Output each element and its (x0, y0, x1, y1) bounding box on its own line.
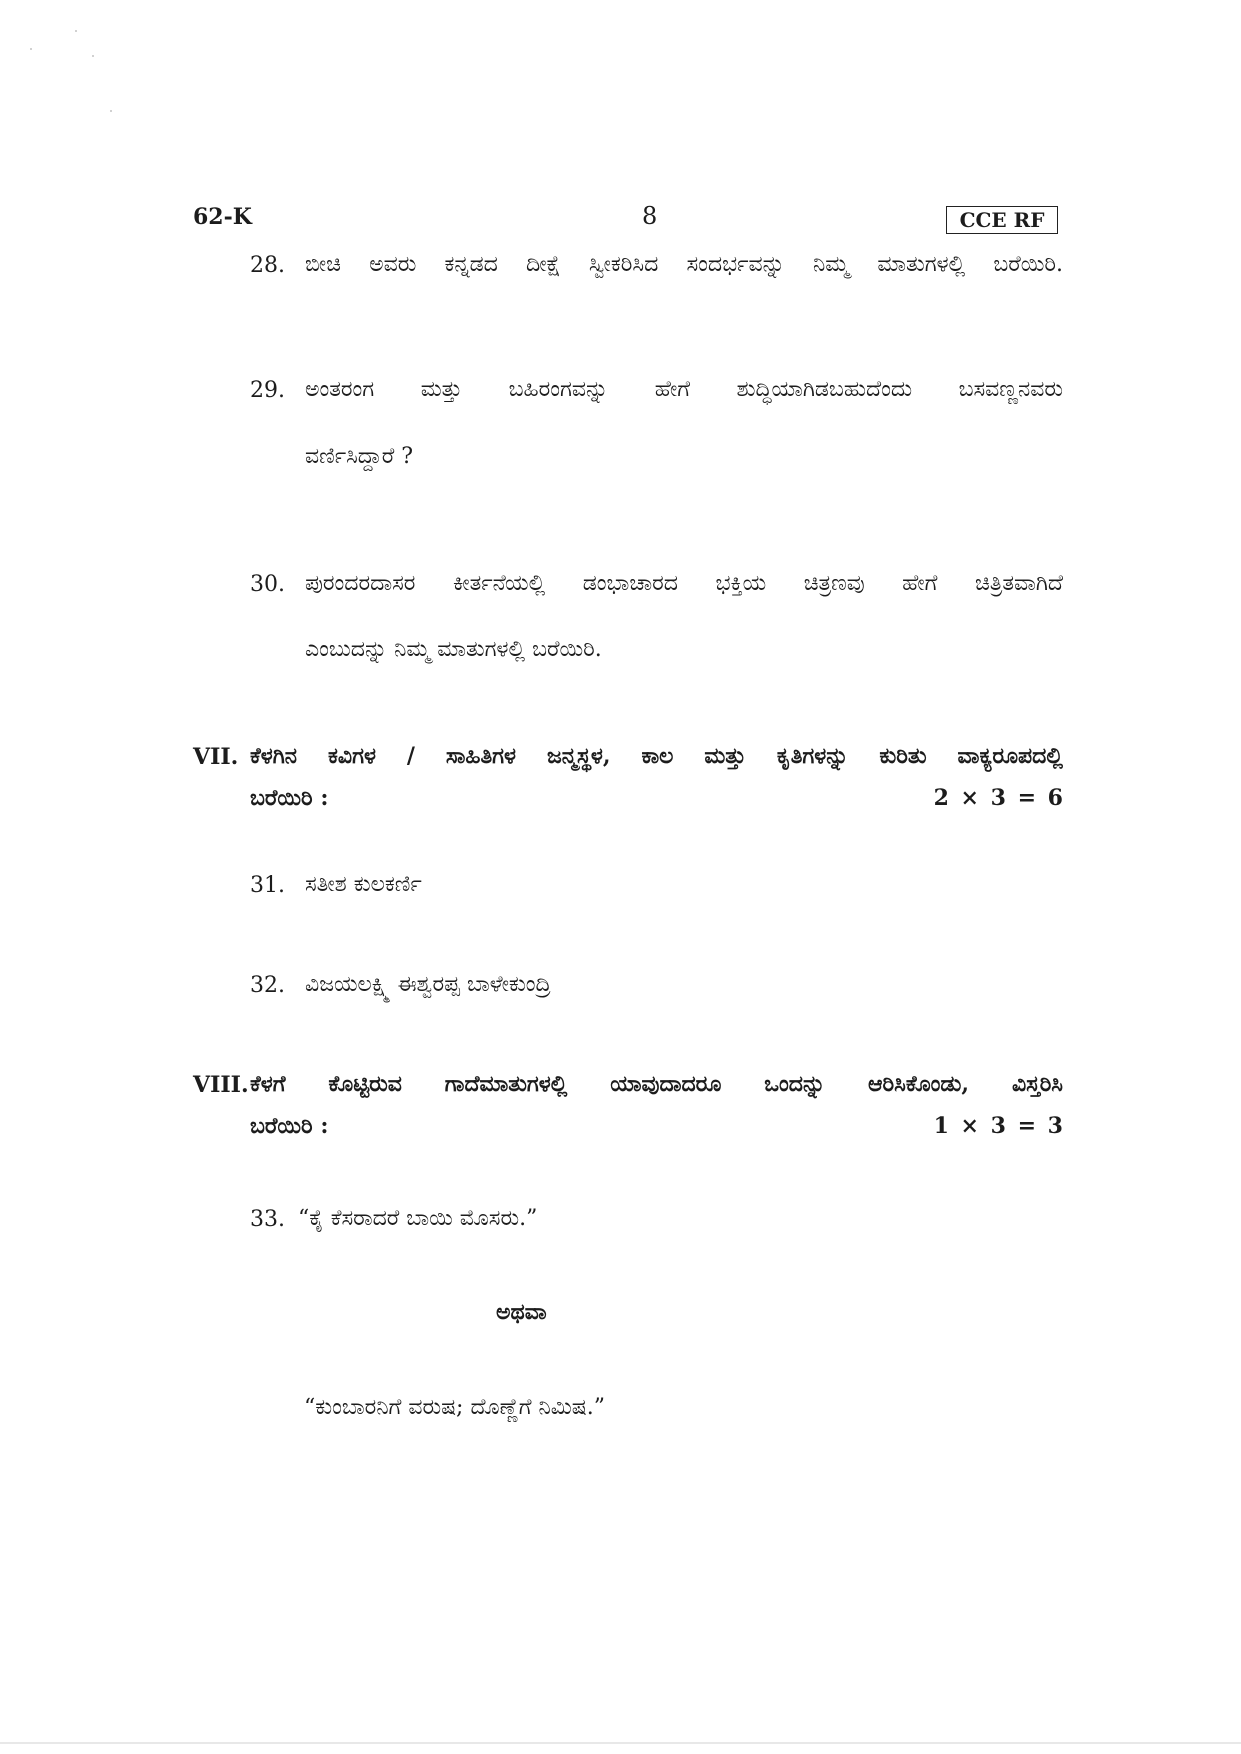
question-text-continued: ಎಂಬುದನ್ನು ನಿಮ್ಮ ಮಾತುಗಳಲ್ಲಿ ಬರೆಯಿರಿ. (305, 637, 602, 662)
section-instruction: ಕೆಳಗಿನ ಕವಿಗಳ / ಸಾಹಿತಿಗಳ ಜನ್ಮಸ್ಥಳ, ಕಾಲ ಮತ್ತು ಕೃತಿಗಳನ್ನು ಕುರಿತು ವಾಕ್ಯರೂಪದಲ್ಲಿ (250, 743, 1063, 769)
scan-bottom-edge (0, 1742, 1241, 1744)
question-text: ಬೀಚಿ ಅವರು ಕನ್ನಡದ ದೀಕ್ಷೆ ಸ್ವೀಕರಿಸಿದ ಸಂದರ್ಭವನ್ನು ನಿಮ್ಮ ಮಾತುಗಳಲ್ಲಿ ಬರೆಯಿರಿ. (305, 252, 1063, 277)
scan-speck (75, 30, 77, 32)
proverb-alternative-text: “ಕುಂಬಾರನಿಗೆ ವರುಷ; ದೊಣ್ಣೆಗೆ ನಿಮಿಷ.” (304, 1395, 605, 1420)
question-text: ಅಂತರಂಗ ಮತ್ತು ಬಹಿರಂಗವನ್ನು ಹೇಗೆ ಶುದ್ಧಿಯಾಗಿಡಬಹುದೆಂದು ಬಸವಣ್ಣನವರು (305, 377, 1063, 402)
section-number: VIII. (193, 1072, 249, 1098)
question-text: ವಿಜಯಲಕ್ಷ್ಮಿ ಈಶ್ವರಪ್ಪ ಬಾಳೇಕುಂದ್ರಿ (305, 972, 551, 997)
proverb-text: “ಕೈ ಕೆಸರಾದರೆ ಬಾಯಿ ಮೊಸರು.” (298, 1206, 538, 1231)
question-number: 32. (250, 973, 285, 998)
section-instruction-continued: ಬರೆಯಿರಿ : (250, 1113, 329, 1139)
scan-speck (92, 55, 94, 57)
section-marks: 1 × 3 = 3 (933, 1113, 1065, 1139)
section-number: VII. (193, 744, 239, 770)
question-text: ಸತೀಶ ಕುಲಕರ್ಣಿ (305, 872, 422, 897)
question-number: 28. (250, 253, 285, 278)
scan-speck (30, 48, 32, 50)
section-instruction: ಕೆಳಗೆ ಕೊಟ್ಟಿರುವ ಗಾದೆಮಾತುಗಳಲ್ಲಿ ಯಾವುದಾದರೂ ಒಂದನ್ನು ಆರಿಸಿಕೊಂಡು, ವಿಸ್ತರಿಸಿ (250, 1071, 1063, 1097)
question-number: 31. (250, 873, 285, 898)
or-separator: ಅಥವಾ (496, 1299, 547, 1325)
section-marks: 2 × 3 = 6 (933, 785, 1065, 811)
scan-speck (110, 110, 112, 112)
paper-code: 62-K (193, 204, 252, 230)
question-text-continued: ವರ್ಣಿಸಿದ್ದಾರೆ ? (305, 444, 414, 469)
question-number: 29. (250, 378, 285, 403)
question-text: ಪುರಂದರದಾಸರ ಕೀರ್ತನೆಯಲ್ಲಿ ಡಂಭಾಚಾರದ ಭಕ್ತಿಯ ಚಿತ್ರಣವು ಹೇಗೆ ಚಿತ್ರಿತವಾಗಿದೆ (305, 571, 1063, 596)
question-number: 30. (250, 572, 285, 597)
page-number: 8 (642, 202, 658, 230)
section-instruction-continued: ಬರೆಯಿರಿ : (250, 785, 329, 811)
question-number: 33. (250, 1207, 285, 1232)
scheme-label-box: CCE RF (946, 206, 1058, 234)
